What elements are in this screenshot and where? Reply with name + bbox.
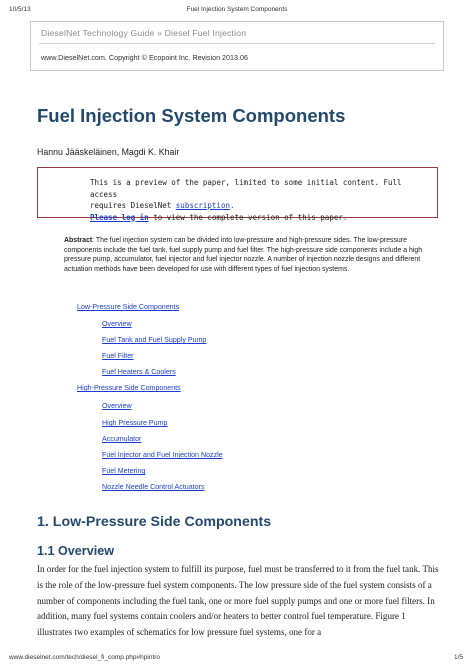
section-heading-1-1: 1.1 Overview (37, 544, 115, 558)
overview-paragraph: In order for the fuel injection system to fulfill its purpose, fuel must be transferred to it from the fuel tank. This is the role of the low-pressure fuel system components. The low pressure side of the fuel system consists of a number of components including the fuel tank, one or more fuel supply pumps and one or more fuel filters. In addition, many fuel systems contain coolers and/or heaters to better control fuel temperature. Figure 1 illustrates two examples of schematics for low pressure fuel systems, one for a (37, 564, 439, 638)
preview-line-2-prefix: requires DieselNet (90, 201, 176, 210)
preview-line-3-suffix: to view the complete version of this paper. (148, 212, 348, 222)
preview-line-1: This is a preview of the paper, limited to some initial content. Full access (90, 178, 402, 199)
toc-link-hp-overview[interactable]: Overview (102, 402, 132, 410)
print-header (0, 0, 474, 16)
toc-link-fuel-filter[interactable]: Fuel Filter (102, 352, 134, 360)
abstract-label: Abstract (64, 237, 93, 244)
print-document-title: Fuel Injection System Components (186, 6, 288, 13)
preview-line-3 (90, 212, 427, 224)
toc-link-fuel-metering[interactable]: Fuel Metering (102, 467, 146, 475)
banner-divider (39, 43, 435, 44)
abstract (64, 236, 436, 274)
print-url: www.dieselnet.com/tech/diesel_fi_comp.php#hpintro (9, 654, 161, 661)
toc-link-fuel-tank-supply-pump[interactable]: Fuel Tank and Fuel Supply Pump (102, 336, 207, 344)
guide-breadcrumb[interactable]: DieselNet Technology Guide » Diesel Fuel Injection (41, 28, 247, 38)
print-date: 10/5/13 (9, 6, 31, 13)
preview-line-2 (90, 200, 427, 212)
print-page-number: 1/5 (453, 654, 463, 661)
site-banner (30, 21, 444, 71)
toc-link-low-pressure-side[interactable]: Low-Pressure Side Components (77, 303, 180, 311)
toc-link-accumulator[interactable]: Accumulator (102, 435, 142, 443)
section-heading-1: 1. Low-Pressure Side Components (37, 514, 272, 530)
toc-link-lp-overview[interactable]: Overview (102, 320, 132, 328)
toc-link-fuel-heaters-coolers[interactable]: Fuel Heaters & Coolers (102, 368, 176, 376)
toc-link-high-pressure-side[interactable]: High-Pressure Side Components (77, 384, 181, 392)
page-title: Fuel Injection System Components (37, 105, 346, 126)
subscription-link[interactable]: subscription (175, 201, 230, 210)
toc-link-fuel-injector-nozzle[interactable]: Fuel Injector and Fuel Injection Nozzle (102, 451, 223, 459)
login-link[interactable]: Please log in (90, 212, 149, 222)
abstract-text: : The fuel injection system can be divided into low-pressure and high-pressure sides. The low-pressure components include the fuel tank, fuel supply pump and fuel filter. The high-pressure side components include a high pressure pump, accumulator, fuel injector and fuel injector nozzle. A number of injection nozzle designs and different actuation methods have been developed for use with different types of fuel injection systems. (64, 237, 423, 273)
preview-line-2-suffix: . (229, 201, 235, 210)
authors: Hannu Jääskeläinen, Magdi K. Khair (37, 147, 180, 157)
preview-notice (37, 167, 438, 222)
copyright-notice: www.DieselNet.com. Copyright © Ecopoint Inc. Revision 2013.06 (41, 53, 249, 62)
print-footer (0, 652, 474, 666)
toc-link-nozzle-needle-control[interactable]: Nozzle Needle Control Actuators (102, 483, 205, 491)
toc-link-high-pressure-pump[interactable]: High Pressure Pump (102, 419, 168, 427)
